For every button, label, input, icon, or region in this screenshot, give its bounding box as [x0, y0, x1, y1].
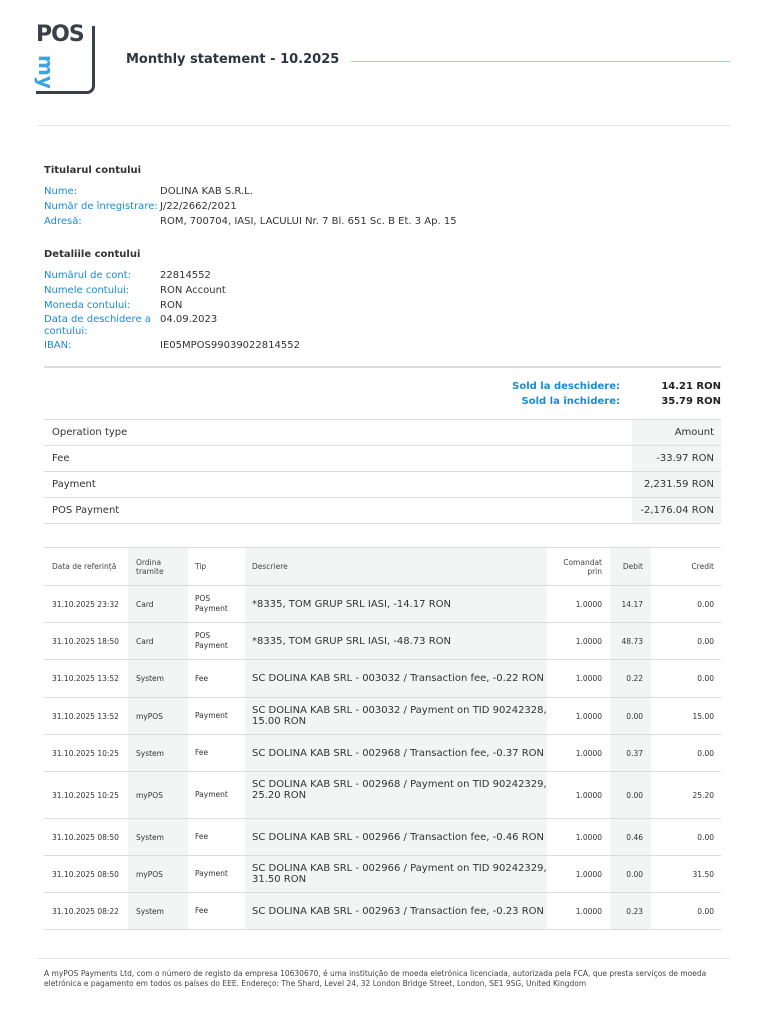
table-row	[44, 893, 721, 930]
tx-type: Payment	[195, 869, 228, 878]
tx-credit: 0.00	[697, 636, 714, 646]
tx-cmd: 1.0000	[575, 906, 602, 916]
account-currency-label: Moneda contului:	[44, 300, 131, 311]
tx-cmd: 1.0000	[575, 832, 602, 842]
statement-header	[0, 0, 768, 126]
tx-cmd: 1.0000	[575, 599, 602, 609]
tx-debit: 0.37	[610, 735, 651, 771]
summary-table	[44, 420, 721, 524]
tx-credit: 0.00	[697, 832, 714, 842]
holder-registration-value: J/22/2662/2021	[160, 201, 237, 212]
col-date-header: Data de referință	[52, 562, 117, 571]
col-cmd-header: Comandat prin	[563, 557, 602, 576]
table-row	[44, 856, 721, 893]
tx-desc: SC DOLINA KAB SRL - 002966 / Transaction fee, -0.46 RON	[245, 819, 547, 855]
mypos-logo	[33, 22, 96, 94]
transactions-table	[44, 547, 721, 930]
tx-order: System	[128, 893, 188, 929]
tx-type: Fee	[195, 906, 209, 915]
tx-desc: *8335, TOM GRUP SRL IASI, -14.17 RON	[245, 586, 547, 622]
table-row	[44, 819, 721, 856]
tx-order: System	[128, 819, 188, 855]
opening-balance-label: Sold la deschidere:	[512, 381, 620, 392]
tx-type: Payment	[195, 790, 228, 799]
tx-debit: 0.00	[610, 856, 651, 892]
tx-debit: 14.17	[610, 586, 651, 622]
legal-footer: A myPOS Payments Ltd, com o número de registo da empresa 10630670, é uma instituição de moeda eletrónica licenciada, autorizada pela FCA, que presta serviços de moeda eletrónica e pagamento em todos os países do EEE. Endereço: The Shard, Level 24, 32 London Bridge Street, London, SE1 9SG, United Kingdom	[44, 969, 707, 988]
summary-amount: -2,176.04 RON	[632, 498, 721, 523]
statement-title: Monthly statement - 10.2025	[126, 52, 340, 67]
tx-type: Fee	[195, 832, 209, 841]
tx-credit: 0.00	[697, 748, 714, 758]
tx-credit: 0.00	[697, 674, 714, 683]
tx-debit: 0.23	[610, 893, 651, 929]
tx-debit: 48.73	[610, 623, 651, 659]
tx-order: Card	[128, 623, 188, 659]
tx-credit: 15.00	[692, 711, 714, 721]
tx-debit: 0.46	[610, 819, 651, 855]
tx-cmd: 1.0000	[575, 869, 602, 879]
tx-date: 31.10.2025 08:50	[52, 869, 119, 879]
tx-debit: 0.00	[610, 772, 651, 818]
tx-date: 31.10.2025 13:52	[52, 711, 119, 721]
tx-order: System	[128, 660, 188, 697]
transactions-header-row	[44, 548, 721, 586]
tx-desc: SC DOLINA KAB SRL - 002966 / Payment on TID 90242329, 31.50 RON	[245, 856, 547, 892]
tx-type: POS Payment	[195, 594, 228, 613]
tx-date: 31.10.2025 08:22	[52, 906, 119, 916]
summary-op: POS Payment	[52, 505, 120, 516]
tx-date: 31.10.2025 18:50	[52, 636, 119, 646]
holder-name-label: Nume:	[44, 186, 78, 197]
tx-order: myPOS	[128, 772, 188, 818]
summary-amount: -33.97 RON	[632, 446, 721, 471]
tx-cmd: 1.0000	[575, 748, 602, 758]
title-divider	[351, 61, 730, 62]
tx-debit: 0.22	[610, 660, 651, 697]
holder-name-value: DOLINA KAB S.R.L.	[160, 186, 253, 197]
account-details-heading: Detaliile contului	[44, 249, 141, 260]
tx-desc: SC DOLINA KAB SRL - 002968 / Payment on TID 90242329, 25.20 RON	[245, 772, 547, 818]
summary-op-header: Operation type	[52, 427, 128, 438]
tx-type: Fee	[195, 673, 209, 683]
account-currency-value: RON	[160, 300, 183, 311]
tx-credit: 0.00	[697, 599, 714, 609]
tx-order: System	[128, 735, 188, 771]
tx-date: 31.10.2025 08:50	[52, 832, 119, 842]
tx-type: Payment	[195, 711, 228, 720]
account-number-value: 22814552	[160, 270, 211, 281]
summary-row	[44, 472, 721, 498]
holder-address-value: ROM, 700704, IASI, LACULUI Nr. 7 Bl. 651 Sc. B Et. 3 Ap. 15	[160, 216, 457, 227]
logo-text-my: my	[33, 55, 58, 89]
closing-balance-value: 35.79 RON	[661, 396, 721, 407]
closing-balance-label: Sold la închidere:	[521, 396, 620, 407]
iban-label: IBAN:	[44, 340, 72, 351]
tx-order: myPOS	[128, 698, 188, 734]
tx-date: 31.10.2025 13:52	[52, 674, 119, 683]
account-name-value: RON Account	[160, 285, 226, 296]
tx-cmd: 1.0000	[575, 711, 602, 721]
col-desc-header: Descriere	[245, 548, 547, 585]
table-row	[44, 660, 721, 698]
tx-cmd: 1.0000	[575, 636, 602, 646]
tx-order: myPOS	[128, 856, 188, 892]
tx-credit: 31.50	[692, 869, 714, 879]
header-separator	[37, 125, 730, 126]
table-row	[44, 586, 721, 623]
holder-address-label: Adresă:	[44, 216, 82, 227]
table-row	[44, 698, 721, 735]
summary-row	[44, 446, 721, 472]
summary-header-row	[44, 420, 721, 446]
col-credit-header: Credit	[691, 562, 714, 571]
account-number-label: Numărul de cont:	[44, 270, 132, 281]
account-holder-heading: Titularul contului	[44, 165, 142, 176]
tx-credit: 25.20	[692, 790, 714, 800]
tx-order: Card	[128, 586, 188, 622]
summary-op: Fee	[52, 453, 70, 464]
tx-desc: SC DOLINA KAB SRL - 003032 / Payment on TID 90242328, 15.00 RON	[245, 698, 547, 734]
tx-cmd: 1.0000	[575, 674, 602, 683]
summary-amount: 2,231.59 RON	[632, 472, 721, 497]
tx-desc: SC DOLINA KAB SRL - 002968 / Transaction fee, -0.37 RON	[245, 735, 547, 771]
account-opened-value: 04.09.2023	[160, 314, 218, 325]
summary-amount-header: Amount	[632, 420, 721, 445]
tx-date: 31.10.2025 23:32	[52, 599, 119, 609]
tx-credit: 0.00	[697, 906, 714, 916]
table-row	[44, 623, 721, 660]
tx-date: 31.10.2025 10:25	[52, 748, 119, 758]
tx-type: POS Payment	[195, 631, 228, 650]
tx-date: 31.10.2025 10:25	[52, 790, 119, 800]
logo-text-pos: POS	[36, 22, 84, 47]
table-row	[44, 735, 721, 772]
account-opened-label: Data de deschidere a contului:	[44, 314, 151, 337]
summary-row	[44, 498, 721, 524]
col-order-header: Ordina tramite	[128, 548, 188, 585]
tx-desc: *8335, TOM GRUP SRL IASI, -48.73 RON	[245, 623, 547, 659]
tx-cmd: 1.0000	[575, 790, 602, 800]
tx-type: Fee	[195, 748, 209, 757]
iban-value: IE05MPOS99039022814552	[160, 340, 300, 351]
summary-op: Payment	[52, 479, 96, 490]
col-debit-header: Debit	[610, 548, 651, 585]
account-name-label: Numele contului:	[44, 285, 130, 296]
tx-debit: 0.00	[610, 698, 651, 734]
tx-desc: SC DOLINA KAB SRL - 002963 / Transaction fee, -0.23 RON	[245, 893, 547, 929]
footer-separator	[37, 958, 730, 959]
holder-registration-label: Număr de înregistrare:	[44, 201, 158, 212]
table-row	[44, 772, 721, 819]
balance-top-divider	[44, 366, 721, 368]
opening-balance-value: 14.21 RON	[661, 381, 721, 392]
col-type-header: Tip	[195, 562, 207, 571]
tx-desc: SC DOLINA KAB SRL - 003032 / Transaction fee, -0.22 RON	[245, 660, 547, 697]
